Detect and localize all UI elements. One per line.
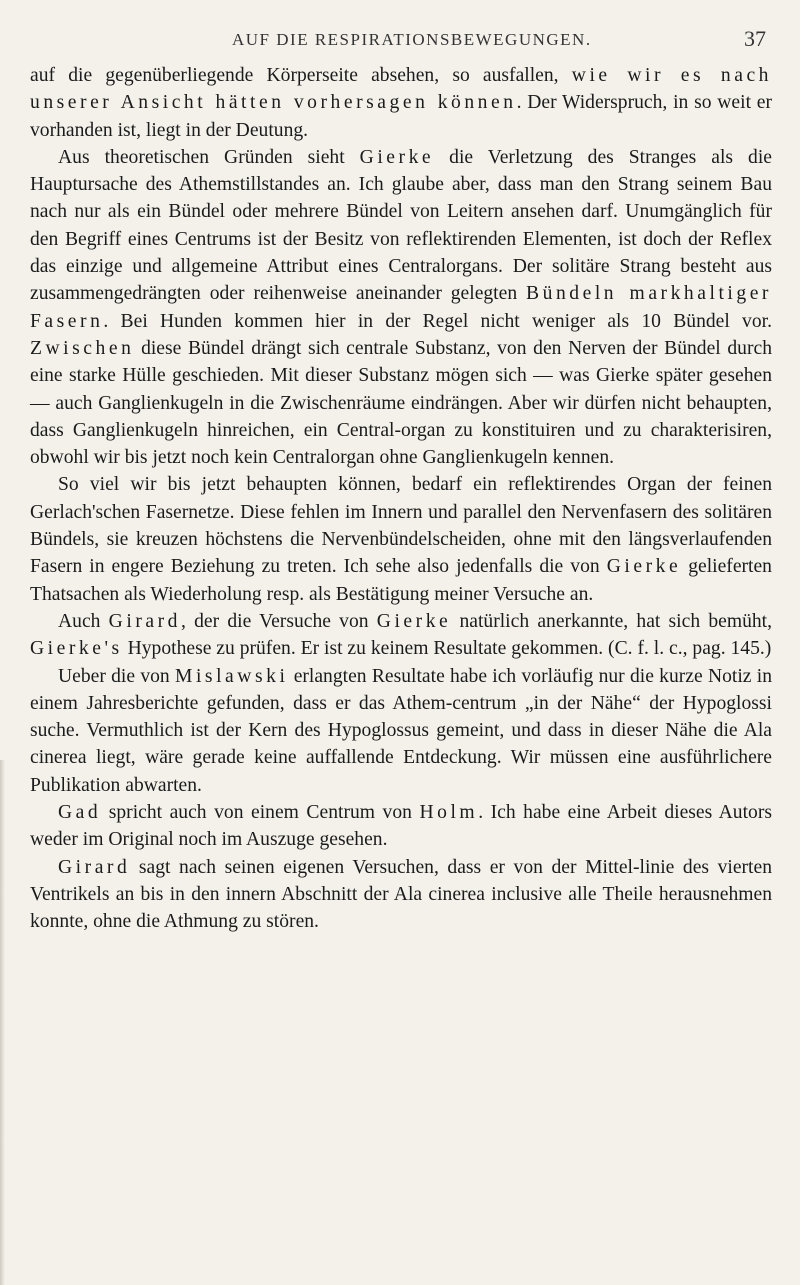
text-run: die Verletzung des Stranges als die Hauptursache des Athemstillstandes an. Ich glaube aber, dass man den Strang seinem Bau nach nur als ein Bündel oder mehrere Bündel von Leitern ansehen darf. Unumgänglich für den Begriff eines Centrums ist der Besitz von reflektirenden Elementen, ist doch der Reflex das einzige und allgemeine Attribut eines Centralorgans. Der solitäre Strang besteht aus zusammengedrängten oder reihenweise aneinander gelegten [30,146,772,305]
spaced-emphasis: Gierke [376,610,452,632]
paragraph [30,62,772,144]
paragraph [30,799,772,854]
text-run: Hypothese zu prüfen. Er ist zu keinem Resultate gekommen. (C. f. l. c., pag. 145.) [122,638,772,660]
paragraph [30,144,772,472]
page-number: 37 [744,26,766,51]
text-run: . Der Widerspruch, in so weit er vorhanden ist, liegt in der Deutung. [30,92,772,141]
spaced-emphasis: Gierke [359,146,435,168]
spaced-emphasis: Holm [419,802,479,824]
text-run: auf die gegenüberliegende Körperseite absehen, so ausfallen, [30,65,572,86]
spaced-emphasis: Gad [58,802,102,824]
page-edge-shadow [0,760,5,1285]
text-run: . Bei Hunden kommen hier in der Regel nicht weniger als 10 Bündel vor. [103,310,772,332]
spaced-emphasis: wie wir es nach unserer Ansicht hätten vorhersagen können [30,65,772,114]
text-run: sagt nach seinen eigenen Versuchen, dass er von der Mittel-linie des vierten Ventrikels an bis in den innern Abschnitt der Ala cinerea inclusive alle Theile herausnehmen konnte, ohne die Athmung zu stören. [30,856,772,933]
paragraph [30,471,772,607]
spaced-emphasis: Girard [58,856,131,878]
page-header [0,26,800,58]
text-run: Ueber die von [58,665,176,687]
text-run: gelieferten Thatsachen als Wiederholung resp. als Bestätigung meiner Versuche an. [30,556,772,605]
text-run: Aus theoretischen Gründen sieht [58,146,360,168]
text-run: spricht auch von einem Centrum von [101,802,420,824]
text-run: So viel wir bis jetzt behaupten können, bedarf ein reflektirendes Organ der feinen Gerlach'schen Fasernetze. Diese fehlen im Innern und parallel den Nervenfasern des solitären Bündels, sie kreuzen höchstens die Nervenbündelscheiden, ohne mit den längsverlaufenden Fasern in engere Beziehung zu treten. Ich sehe also jedenfalls die von [30,474,772,578]
text-run: natürlich anerkannte, hat sich bemüht, [451,610,772,632]
running-head: AUF DIE RESPIRATIONSBEWEGUNGEN. [232,30,592,49]
text-run: erlangten Resultate habe ich vorläufig nur die kurze Notiz in einem Jahresberichte gefunden, dass er das Athem-centrum „in der Nähe“ der Hypoglossi suche. Vermuthlich ist der Kern des Hypoglossus gemeint, und dass in dieser Nähe die Ala cinerea liegt, wäre gerade keine auffallende Entdeckung. Wir müssen eine ausführlichere Publikation abwarten. [30,665,773,796]
spaced-emphasis: Zwischen [30,337,135,359]
text-run: , der die Versuche von [180,610,377,632]
text-run: Auch [58,610,109,632]
paragraph [30,608,772,663]
spaced-emphasis: Girard [108,610,181,632]
spaced-emphasis: Gierke's [30,638,123,660]
text-run: diese Bündel drängt sich centrale Substanz, von den Nerven der Bündel durch eine starke Hülle geschieden. Mit dieser Substanz mögen sich — was Gierke später gesehen — auch Ganglienkugeln in die Zwischenräume eindrängen. Aber wir dürfen nicht behaupten, dass Ganglienkugeln hinreichen, ein Central-organ zu konstituiren und zu charakterisiren, obwohl wir bis jetzt noch kein Centralorgan ohne Ganglienkugeln kennen. [30,337,772,469]
spaced-emphasis: Bündeln markhaltiger Fasern [30,283,772,332]
spaced-emphasis: Mislawski [175,665,289,687]
body-text [30,62,772,936]
text-run: . Ich habe eine Arbeit dieses Autors weder im Original noch im Auszuge gesehen. [30,802,772,851]
spaced-emphasis: Gierke [606,556,682,578]
paragraph [30,663,772,799]
paragraph [30,854,772,936]
